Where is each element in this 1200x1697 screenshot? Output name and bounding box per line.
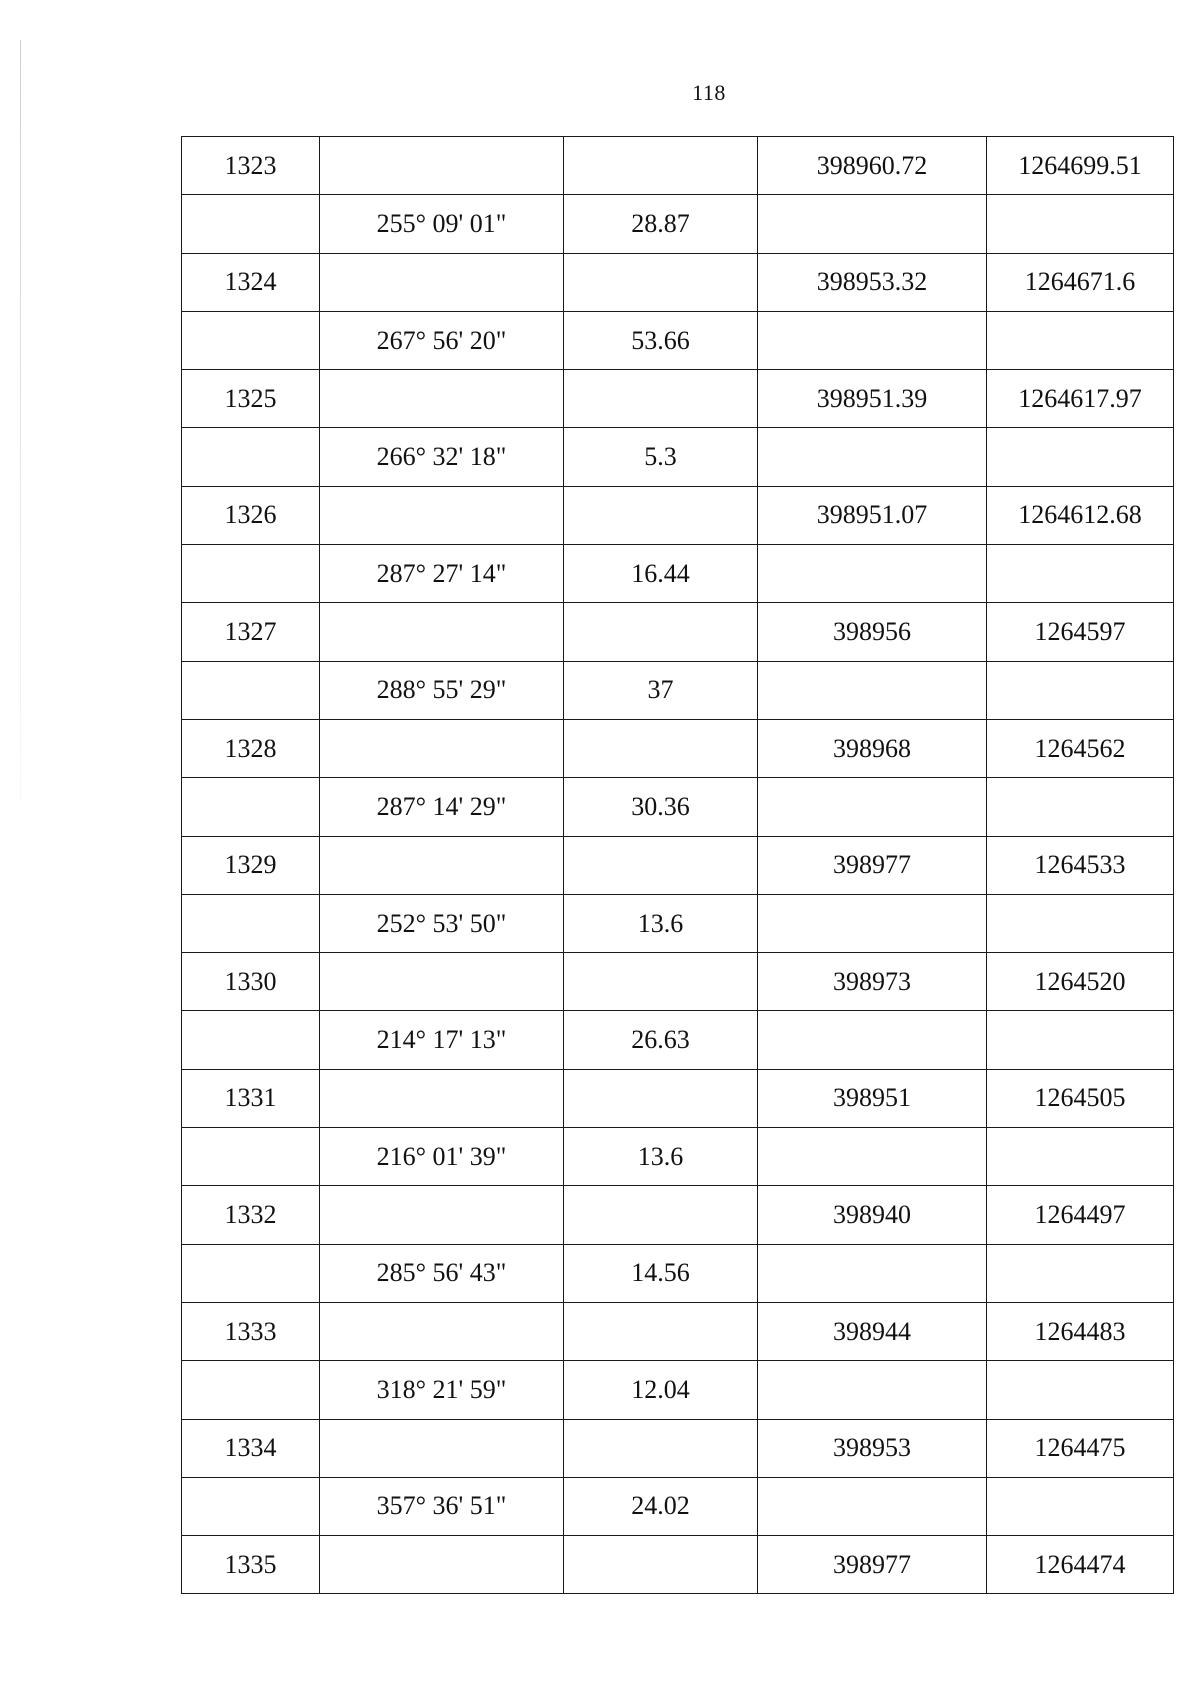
bearing-cell: 287° 27' 14" <box>320 545 564 603</box>
x-coordinate-cell: 1264474 <box>987 1536 1174 1594</box>
distance-cell <box>564 719 758 777</box>
y-coordinate-cell <box>758 1128 987 1186</box>
distance-cell: 16.44 <box>564 545 758 603</box>
table-row <box>182 1186 1174 1244</box>
x-coordinate-cell: 1264699.51 <box>987 137 1174 195</box>
table-row <box>182 778 1174 836</box>
y-coordinate-cell: 398953.32 <box>758 253 987 311</box>
bearing-cell <box>320 1536 564 1594</box>
x-coordinate-cell <box>987 195 1174 253</box>
table-row <box>182 1244 1174 1302</box>
x-coordinate-cell: 1264562 <box>987 719 1174 777</box>
bearing-cell: 285° 56' 43" <box>320 1244 564 1302</box>
point-cell <box>182 1011 320 1069</box>
distance-cell <box>564 253 758 311</box>
table-row <box>182 1477 1174 1535</box>
distance-cell: 24.02 <box>564 1477 758 1535</box>
table-row <box>182 836 1174 894</box>
distance-cell <box>564 1536 758 1594</box>
y-coordinate-cell: 398953 <box>758 1419 987 1477</box>
y-coordinate-cell: 398968 <box>758 719 987 777</box>
x-coordinate-cell: 1264533 <box>987 836 1174 894</box>
x-coordinate-cell <box>987 661 1174 719</box>
point-cell: 1324 <box>182 253 320 311</box>
y-coordinate-cell: 398951.07 <box>758 486 987 544</box>
distance-cell: 30.36 <box>564 778 758 836</box>
bearing-cell <box>320 603 564 661</box>
bearing-cell <box>320 1069 564 1127</box>
table-row <box>182 1419 1174 1477</box>
table-row <box>182 370 1174 428</box>
x-coordinate-cell: 1264520 <box>987 953 1174 1011</box>
bearing-cell: 266° 32' 18" <box>320 428 564 486</box>
point-cell <box>182 428 320 486</box>
point-cell <box>182 311 320 369</box>
table-row <box>182 137 1174 195</box>
x-coordinate-cell: 1264483 <box>987 1302 1174 1360</box>
y-coordinate-cell: 398944 <box>758 1302 987 1360</box>
x-coordinate-cell <box>987 1361 1174 1419</box>
point-cell: 1329 <box>182 836 320 894</box>
y-coordinate-cell: 398960.72 <box>758 137 987 195</box>
table-row <box>182 1069 1174 1127</box>
x-coordinate-cell: 1264597 <box>987 603 1174 661</box>
bearing-cell: 267° 56' 20" <box>320 311 564 369</box>
x-coordinate-cell <box>987 1244 1174 1302</box>
bearing-cell: 214° 17' 13" <box>320 1011 564 1069</box>
y-coordinate-cell <box>758 894 987 952</box>
x-coordinate-cell <box>987 428 1174 486</box>
y-coordinate-cell: 398940 <box>758 1186 987 1244</box>
point-cell: 1325 <box>182 370 320 428</box>
x-coordinate-cell: 1264475 <box>987 1419 1174 1477</box>
table-row <box>182 953 1174 1011</box>
x-coordinate-cell <box>987 311 1174 369</box>
bearing-cell: 318° 21' 59" <box>320 1361 564 1419</box>
bearing-cell <box>320 253 564 311</box>
point-cell: 1330 <box>182 953 320 1011</box>
point-cell <box>182 1477 320 1535</box>
y-coordinate-cell <box>758 1361 987 1419</box>
table-body <box>182 137 1174 1594</box>
table-row <box>182 195 1174 253</box>
x-coordinate-cell <box>987 545 1174 603</box>
y-coordinate-cell <box>758 1244 987 1302</box>
bearing-cell <box>320 1186 564 1244</box>
bearing-cell <box>320 719 564 777</box>
bearing-cell: 255° 09' 01" <box>320 195 564 253</box>
distance-cell <box>564 1186 758 1244</box>
point-cell: 1335 <box>182 1536 320 1594</box>
y-coordinate-cell: 398977 <box>758 836 987 894</box>
table-row <box>182 1361 1174 1419</box>
x-coordinate-cell: 1264505 <box>987 1069 1174 1127</box>
distance-cell <box>564 137 758 195</box>
y-coordinate-cell: 398956 <box>758 603 987 661</box>
distance-cell: 37 <box>564 661 758 719</box>
distance-cell: 5.3 <box>564 428 758 486</box>
x-coordinate-cell: 1264671.6 <box>987 253 1174 311</box>
bearing-cell: 287° 14' 29" <box>320 778 564 836</box>
table-row <box>182 1302 1174 1360</box>
table-row <box>182 253 1174 311</box>
distance-cell: 12.04 <box>564 1361 758 1419</box>
bearing-cell: 288° 55' 29" <box>320 661 564 719</box>
distance-cell <box>564 1419 758 1477</box>
x-coordinate-cell <box>987 1128 1174 1186</box>
bearing-cell <box>320 370 564 428</box>
distance-cell: 14.56 <box>564 1244 758 1302</box>
table-row <box>182 1536 1174 1594</box>
y-coordinate-cell: 398951 <box>758 1069 987 1127</box>
table-row <box>182 894 1174 952</box>
bearing-cell: 216° 01' 39" <box>320 1128 564 1186</box>
point-cell <box>182 661 320 719</box>
x-coordinate-cell <box>987 778 1174 836</box>
x-coordinate-cell <box>987 894 1174 952</box>
y-coordinate-cell <box>758 311 987 369</box>
bearing-cell <box>320 137 564 195</box>
distance-cell <box>564 1069 758 1127</box>
distance-cell: 53.66 <box>564 311 758 369</box>
bearing-cell <box>320 836 564 894</box>
table-row <box>182 1011 1174 1069</box>
point-cell: 1332 <box>182 1186 320 1244</box>
distance-cell: 13.6 <box>564 894 758 952</box>
table-row <box>182 545 1174 603</box>
point-cell <box>182 1128 320 1186</box>
y-coordinate-cell <box>758 778 987 836</box>
coordinates-table <box>181 136 1174 1594</box>
bearing-cell: 252° 53' 50" <box>320 894 564 952</box>
bearing-cell <box>320 1419 564 1477</box>
y-coordinate-cell <box>758 545 987 603</box>
point-cell <box>182 894 320 952</box>
distance-cell <box>564 486 758 544</box>
page-number: 118 <box>692 80 726 105</box>
distance-cell <box>564 370 758 428</box>
point-cell: 1327 <box>182 603 320 661</box>
x-coordinate-cell <box>987 1011 1174 1069</box>
table-row <box>182 603 1174 661</box>
y-coordinate-cell: 398951.39 <box>758 370 987 428</box>
point-cell: 1323 <box>182 137 320 195</box>
x-coordinate-cell: 1264612.68 <box>987 486 1174 544</box>
scan-edge-mark <box>20 40 21 800</box>
x-coordinate-cell: 1264497 <box>987 1186 1174 1244</box>
point-cell: 1331 <box>182 1069 320 1127</box>
table-row <box>182 486 1174 544</box>
y-coordinate-cell <box>758 1011 987 1069</box>
distance-cell: 13.6 <box>564 1128 758 1186</box>
y-coordinate-cell <box>758 428 987 486</box>
distance-cell <box>564 953 758 1011</box>
table-row <box>182 661 1174 719</box>
x-coordinate-cell: 1264617.97 <box>987 370 1174 428</box>
y-coordinate-cell: 398973 <box>758 953 987 1011</box>
point-cell: 1326 <box>182 486 320 544</box>
table-row <box>182 1128 1174 1186</box>
table-row <box>182 719 1174 777</box>
y-coordinate-cell: 398977 <box>758 1536 987 1594</box>
bearing-cell <box>320 1302 564 1360</box>
point-cell <box>182 195 320 253</box>
table-row <box>182 428 1174 486</box>
distance-cell <box>564 1302 758 1360</box>
point-cell <box>182 1244 320 1302</box>
point-cell: 1328 <box>182 719 320 777</box>
distance-cell <box>564 836 758 894</box>
distance-cell <box>564 603 758 661</box>
bearing-cell: 357° 36' 51" <box>320 1477 564 1535</box>
y-coordinate-cell <box>758 1477 987 1535</box>
point-cell <box>182 778 320 836</box>
distance-cell: 26.63 <box>564 1011 758 1069</box>
point-cell <box>182 545 320 603</box>
point-cell: 1334 <box>182 1419 320 1477</box>
y-coordinate-cell <box>758 195 987 253</box>
point-cell <box>182 1361 320 1419</box>
distance-cell: 28.87 <box>564 195 758 253</box>
bearing-cell <box>320 486 564 544</box>
table-row <box>182 311 1174 369</box>
bearing-cell <box>320 953 564 1011</box>
x-coordinate-cell <box>987 1477 1174 1535</box>
y-coordinate-cell <box>758 661 987 719</box>
point-cell: 1333 <box>182 1302 320 1360</box>
